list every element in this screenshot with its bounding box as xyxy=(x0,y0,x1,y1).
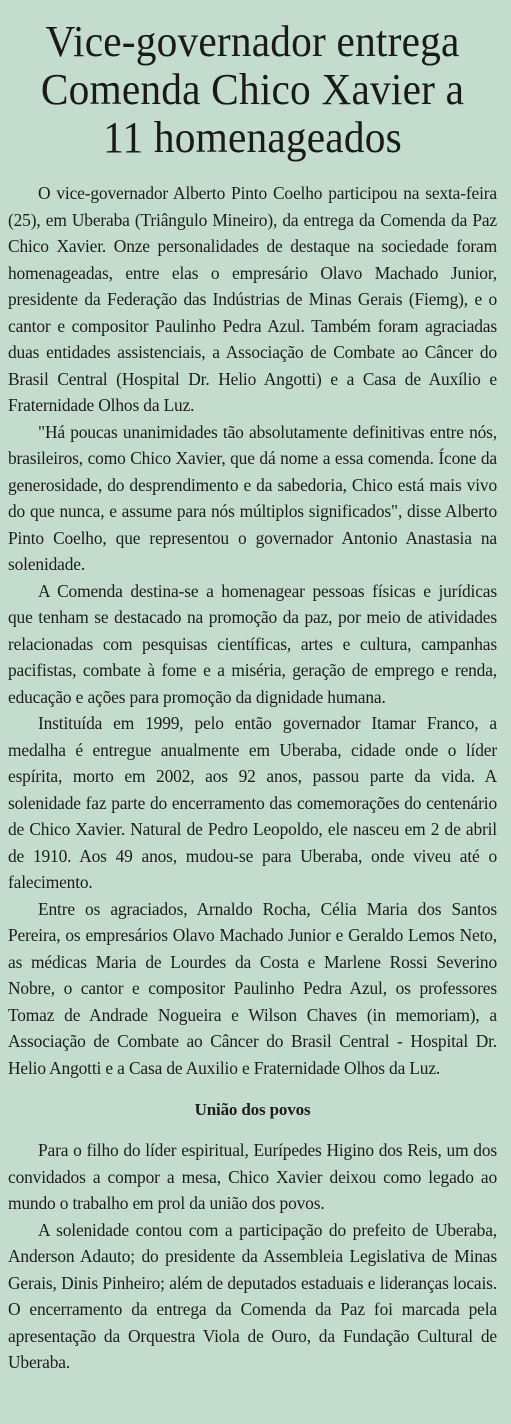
paragraph: Entre os agraciados, Arnaldo Rocha, Célia Maria dos Santos Pereira, os empresários Olavo Machado Junior e Geraldo Lemos Neto, as médicas Maria de Lourdes da Costa e Marlene Rossi Severino Nobre, o cantor e compositor Paulinho Pedra Azul, os professores Tomaz de Andrade Nogueira e Wilson Chaves (in memoriam), a Associação de Combate ao Câncer do Brasil Central - Hospital Dr. Helio Angotti e a Casa de Auxilio e Fraternidade Olhos da Luz. xyxy=(8,898,497,1078)
paragraph: O vice-governador Alberto Pinto Coelho participou na sexta-feira (25), em Uberaba (Triângulo Mineiro), da entrega da Comenda da Paz Chico Xavier. Onze personalidades de destaque na sociedade foram homenageadas, entre elas o empresário Olavo Machado Junior, presidente da Federação das Indústrias de Minas Gerais (Fiemg), e o cantor e compositor Paulinho Pedra Azul. Também foram agraciadas duas entidades assistenciais, a Associação de Combate ao Câncer do Brasil Central (Hospital Dr. Helio Angotti) e a Casa de Auxílio e Fraternidade Olhos da Luz. xyxy=(8,183,497,415)
headline: Vice-governador entrega Comenda Chico Xavier a 11 homenageados xyxy=(40,17,465,162)
paragraph: A solenidade contou com a participação do prefeito de Uberaba, Anderson Adauto; do presidente da Assembleia Legislativa de Minas Gerais, Dinis Pinheiro; além de deputados estaduais e lideranças locais. O encerramento da entrega da Comenda da Paz foi marcada pela apresentação da Orquestra Viola de Ouro, da Fundação Cultural de Uberaba. xyxy=(8,1219,497,1372)
paragraph: Para o filho do líder espiritual, Eurípedes Higino dos Reis, um dos convidados a compor a mesa, Chico Xavier deixou como legado ao mundo o trabalho em prol da união dos povos. xyxy=(8,1140,497,1213)
paragraph: "Há poucas unanimidades tão absolutamente definitivas entre nós, brasileiros, como Chico Xavier, que dá nome a essa comenda. Ícone da generosidade, do desprendimento e da sabedoria, Chico está mais vivo do que nunca, e assume para nós múltiplos significados", disse Alberto Pinto Coelho, que representou o governador Antonio Anastasia na solenidade. xyxy=(8,421,497,574)
paragraph: A Comenda destina-se a homenagear pessoas físicas e jurídicas que tenham se destacado na promoção da paz, por meio de atividades relacionadas com pesquisas científicas, artes e cultura, campanhas pacifistas, combate à fome e a miséria, geração de emprego e renda, educação e ações para promoção da dignidade humana. xyxy=(8,580,497,707)
paragraph: Instituída em 1999, pelo então governador Itamar Franco, a medalha é entregue anualmente em Uberaba, cidade onde o líder espírita, morto em 2002, aos 92 anos, passou parte da vida. A solenidade faz parte do encerramento das comemorações do centenário de Chico Xavier. Natural de Pedro Leopoldo, ele nasceu em 2 de abril de 1910. Aos 49 anos, mudou-se para Uberaba, onde viveu até o falecimento. xyxy=(8,713,497,892)
article-body xyxy=(8,180,497,1376)
section-subhead: União dos povos xyxy=(194,1100,311,1119)
